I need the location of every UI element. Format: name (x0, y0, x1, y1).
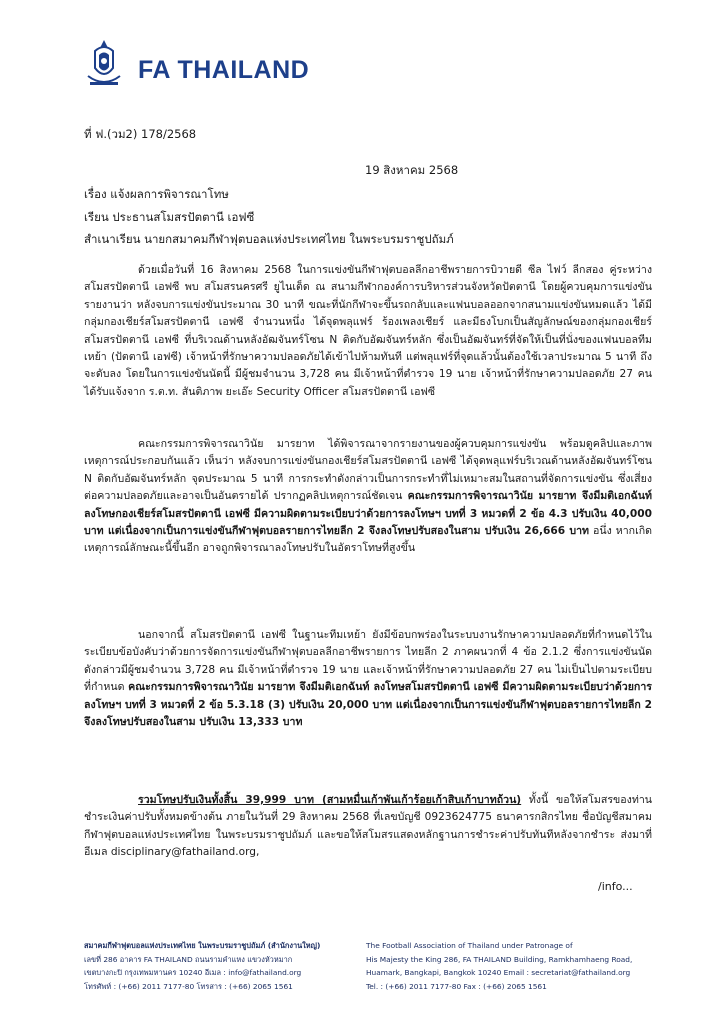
ruling-text: คณะกรรมการพิจารณาวินัย มารยาท ได้พิจารณาจากรายงานของผู้ควบคุมการแข่งขัน พร้อมดูคลิปและภาพเหตุการณ์ประกอบกันแล้ว เห็นว่า หลังจบการแข่งขันกองเชียร์สโมสรปัตตานี เอฟซี ได้จุดพลุแฟร์บริเวณด้านหลังอัฒจันทร์โซน N ติดกับอัฒจันทร์หลัก จุดประมาณ 5 นาที การกระทำดังกล่าวเป็นการกระทำที่ไม่เหมาะสมในสถานที่จัดการแข่งขัน ซึ่งเสี่ยงต่อความปลอดภัยและอาจเป็นอันตรายได้ ปรากฏคลิปเหตุการณ์ชัดเจน (84, 438, 652, 503)
paragraph-incident: ด้วยเมื่อวันที่ 16 สิงหาคม 2568 ในการแข่งขันกีฬาฟุตบอลลีกอาชีพรายการบิวายดี ซีล ไฟว์ ลีกสอง คู่ระหว่างสโมสรปัตตานี เอฟซี พบ สโมสรนครศรี ยูไนเต็ด ณ สนามกีฬากองค์การบริหารส่วนจังหวัดปัตตานี โดยผู้ควบคุมการแข่งขันรายงานว่า หลังจบการแข่งขันประมาณ 30 นาที ขณะที่นักกีฬาจะขึ้นรถกลับและแฟนบอลออกจากสนามแข่งขันหมดแล้ว ได้มีกลุ่มกองเชียร์สโมสรปัตตานี เอฟซี จำนวนหนึ่ง ได้จุดพลุแฟร์ ร้องเพลงเชียร์ และมีธงโบกเป็นสัญลักษณ์ของกลุ่มกองเชียร์สโมสรปัตตานี เอฟซี ที่บริเวณด้านหลังอัฒจันทร์โซน N ติดกับอัฒจันทร์หลัก ซึ่งเป็นอัฒจันทร์ที่จัดให้เป็นที่นั่งของแฟนบอลทีมเหย้า (ปัตตานี เอฟซี) เจ้าหน้าที่รักษาความปลอดภัยได้เข้าไปห้ามทันที แต่พลุแฟร์ที่จุดแล้วนั้นต้องใช้เวลาประมาณ 5 นาที ถึงจะดับลง โดยในการแข่งขันนัดนี้ มีผู้ชมจำนวน 3,728 คน มีเจ้าหน้าที่ตำรวจ 19 นาย เจ้าหน้าที่รักษาความปลอดภัย 27 คน ได้รับแจ้งจาก ร.ต.ท. สันติภาพ ยะเอ๊ะ Security Officer สโมสรปัตตานี เอฟซี (84, 264, 652, 398)
footer-en-line4: Tel. : (+66) 2011 7177-80 Fax : (+66) 2065 1561 (366, 981, 547, 991)
recipient-line: เรียน ประธานสโมสรปัตตานี เอฟซี (84, 210, 255, 224)
footer-en-line3: Huamark, Bangkapi, Bangkok 10240 Email : secretariat@fathailand.org (366, 968, 631, 977)
reference-number: ที่ ฟ.(วม2) 178/2568 (84, 127, 197, 141)
footer-th-line4: โทรศัพท์ : (+66) 2011 7177-80 โทรสาร : (+66) 2065 1561 (84, 981, 293, 991)
letter-date: 19 สิงหาคม 2568 (365, 163, 459, 177)
subject-line: เรื่อง แจ้งผลการพิจารณาโทษ (84, 187, 229, 201)
fa-thailand-crest-icon (78, 38, 130, 90)
footer-en-line2: His Majesty the King 286, FA THAILAND Building, Ramkhamhaeng Road, (366, 954, 633, 964)
ruling-penalty-club: คณะกรรมการพิจารณาวินัย มารยาท จึงมีมติเอกฉันท์ ลงโทษสโมสรปัตตานี เอฟซี มีความผิดตามระเบียบว่าด้วยการลงโทษฯ บทที่ 3 หมวดที่ 2 ข้อ 5.3.18 (3) ปรับเงิน 20,000 บาท แต่เนื่องจากเป็นการแข่งขันกีฬาฟุตบอลรายการไทยลีก 2 จึงลงโทษปรับสองในสาม ปรับเงิน 13,333 บาท (84, 681, 652, 729)
ruling-warning: อนึ่ง หากเกิดเหตุการณ์ลักษณะนี้ขึ้นอีก อาจถูกพิจารณาลงโทษปรับในอัตราโทษที่สูงขึ้น (84, 525, 652, 555)
footer-th-line3: เขตบางกะปิ กรุงเทพมหานคร 10240 อีเมล : info@fathailand.org (84, 968, 302, 977)
paragraph-ruling-supporters (84, 436, 652, 558)
total-fine: รวมโทษปรับเงินทั้งสิ้น 39,999 บาท (สามหมื่นเก้าพันเก้าร้อยเก้าสิบเก้าบาทถ้วน) (138, 794, 522, 806)
footer-th-line2: เลขที่ 286 อาคาร FA THAILAND ถนนรามคำแหง แขวงหัวหมาก (84, 954, 293, 964)
paragraph-ruling-club (84, 627, 652, 731)
continued-marker: /info... (598, 880, 633, 893)
security-text: นอกจากนี้ สโมสรปัตตานี เอฟซี ในฐานะทีมเหย้า ยังมีข้อบกพร่องในระบบงานรักษาความปลอดภัยที่กำหนดไว้ในระเบียบข้อบังคับว่าด้วยการจัดการแข่งขันกีฬาฟุตบอลลีกอาชีพรายการ ไทยลีก 2 ภาคผนวกที่ 4 ข้อ 2.1.2 ซึ่งการแข่งขันนัดดังกล่าวมีผู้ชมจำนวน 3,728 คน มีเจ้าหน้าที่ตำรวจ 19 นาย และเจ้าหน้าที่รักษาความปลอดภัย 27 คน ไม่เป็นไปตามระเบียบที่กำหนด (84, 629, 652, 694)
ruling-penalty-supporters: คณะกรรมการพิจารณาวินัย มารยาท จึงมีมติเอกฉันท์ ลงโทษกองเชียร์สโมสรปัตตานี เอฟซี มีความผิดตามระเบียบว่าด้วยการลงโทษฯ บทที่ 3 หมวดที่ 2 ข้อ 4.3 ปรับเงิน 40,000 บาท แต่เนื่องจากเป็นการแข่งขันกีฬาฟุตบอลรายการไทยลีก 2 จึงลงโทษปรับสองในสาม ปรับเงิน 26,666 บาท (84, 490, 652, 538)
footer-en-line1: The Football Association of Thailand under Patronage of (366, 941, 573, 950)
footer-th-line1: สมาคมกีฬาฟุตบอลแห่งประเทศไทย ในพระบรมราชูปถัมภ์ (สำนักงานใหญ่) (84, 941, 321, 950)
footer-thai (84, 939, 362, 993)
payment-instructions: ทั้งนี้ ขอให้สโมสรของท่านชำระเงินค่าปรับทั้งหมดข้างต้น ภายในวันที่ 29 สิงหาคม 2568 ที่เลขบัญชี 0923624775 ธนาคารกสิกรไทย ชื่อบัญชีสมาคมกีฬาฟุตบอลแห่งประเทศไทย ในพระบรมราชูปถัมภ์ และขอให้สโมสรแสดงหลักฐานการชำระค่าปรับทันทีหลังจากชำระ ส่งมาที่อีเมล disciplinary@fathailand.org, (84, 794, 653, 859)
brand-name: FA THAILAND (138, 56, 310, 84)
cc-line: สำเนาเรียน นายกสมาคมกีฬาฟุตบอลแห่งประเทศไทย ในพระบรมราชูปถัมภ์ (84, 232, 454, 246)
footer-english (366, 939, 666, 993)
paragraph-payment (84, 792, 652, 862)
